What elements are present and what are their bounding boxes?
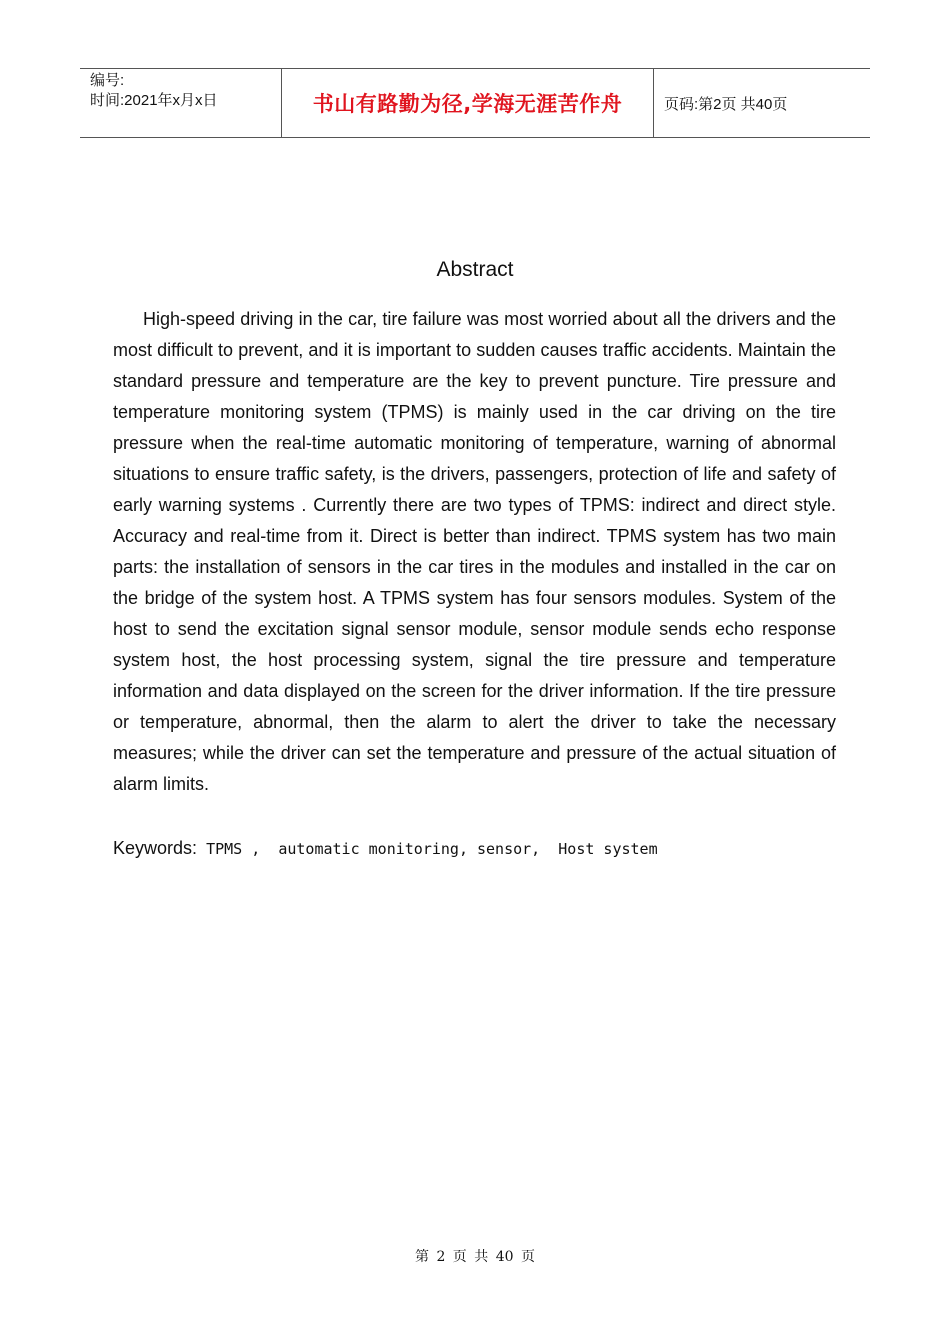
header-motto-cell [281,69,654,137]
header-page-cell [654,69,870,137]
abstract-title: Abstract [436,258,514,281]
keywords-label: Keywords: [113,838,198,858]
document-date-label: 时间:2021年x月x日 [90,92,218,109]
page-footer: 第 2 页 共 40 页 [415,1249,535,1265]
document-number-label: 编号: [90,72,125,89]
keywords-line [113,833,836,865]
header-page-label: 页码:第2页 共40页 [664,95,788,113]
abstract-paragraph: High-speed driving in the car, tire failure was most worried about all the drivers and the most difficult to prevent, and it is important to sudden causes traffic accidents. Maintain the standard pressure and temperature are the key to prevent puncture. Tire pressure and temperature monitoring system (TPMS) is mainly used in the car driving on the tire pressure when the real-time automatic monitoring of temperature, warning of abnormal situations to ensure traffic safety, is the drivers, passengers, protection of life and safety of early warning systems . Currently there are two types of TPMS: indirect and direct style. Accuracy and real-time from it. Direct is better than indirect. TPMS system has two main parts: the installation of sensors in the car tires in the modules and installed in the car on the bridge of the system host. A TPMS system has four sensors modules. System of the host to send the excitation signal sensor module, sensor module sends echo response system host, the host processing system, signal the tire pressure and temperature information and data displayed on the screen for the driver information. If the tire pressure or temperature, abnormal, then the alarm to alert the driver to take the necessary measures; while the driver can set the temperature and pressure of the actual situation of alarm limits. [113,309,836,794]
page-header [80,68,870,138]
header-motto: 书山有路勤为径,学海无涯苦作舟 [312,92,623,116]
header-info-cell [80,69,281,137]
keywords-values: TPMS , automatic monitoring, sensor, Host system [197,840,658,858]
